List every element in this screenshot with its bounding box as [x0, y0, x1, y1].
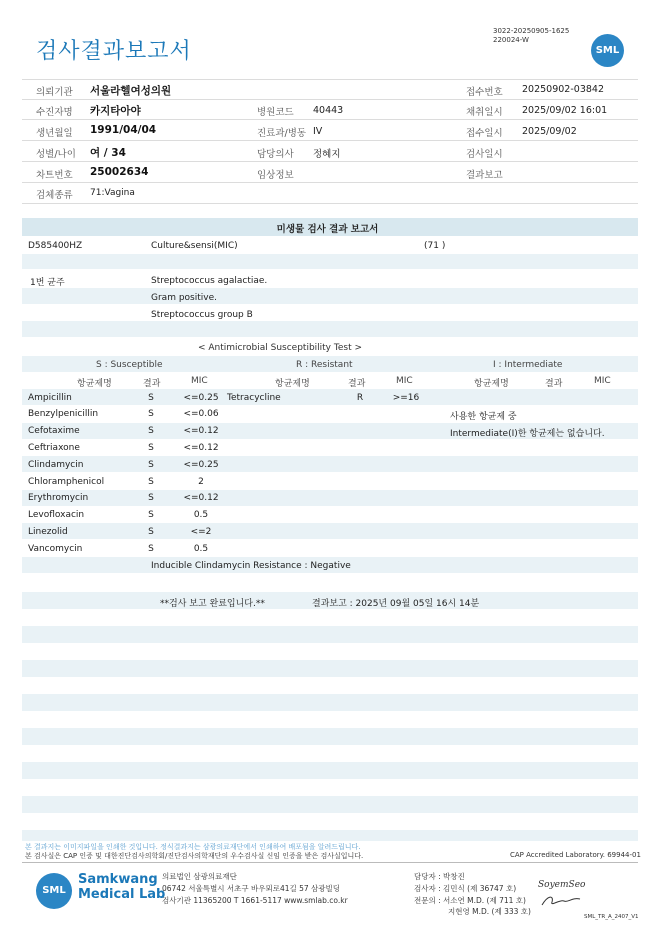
- row-band: [22, 523, 638, 539]
- divider: [22, 140, 638, 141]
- org-address: 06742 서울특별시 서초구 바우뫼로41길 57 삼광빌딩: [162, 884, 341, 893]
- row-band: [22, 626, 638, 643]
- drug-result: S: [148, 460, 154, 470]
- sexage-label: 성별/나이: [36, 149, 76, 160]
- section-title: 미생물 검사 결과 보고서: [276, 224, 379, 235]
- brand-line: Samkwang: [78, 872, 158, 887]
- intermediate-note: Intermediate(I)한 항균제는 없습니다.: [450, 429, 605, 439]
- clinical-label: 임상정보: [257, 170, 294, 181]
- drug-result: R: [356, 393, 364, 403]
- signature: SoyemSeo: [538, 880, 586, 890]
- drug-name: Chloramphenicol: [28, 477, 105, 487]
- col-result: 결과: [348, 379, 366, 389]
- dob-label: 생년월일: [36, 128, 73, 139]
- dept-label: 진료과/병동: [257, 128, 307, 139]
- tested-label: 검사일시: [466, 149, 503, 160]
- divider: [22, 161, 638, 162]
- col-mic: MIC: [396, 376, 413, 386]
- specimen-value: 71:Vagina: [90, 188, 135, 198]
- row-band: [22, 660, 638, 677]
- institution-label: 의뢰기관: [36, 87, 73, 98]
- brand-line: Medical Lab: [78, 887, 166, 902]
- row-band: [22, 694, 638, 711]
- specimen-label: 검체종류: [36, 190, 73, 201]
- collect-label: 채취일시: [466, 107, 503, 118]
- legend-resistant: R : Resistant: [296, 360, 353, 370]
- row-band: [22, 728, 638, 745]
- divider: [22, 862, 638, 863]
- staff-line: 전문의 : 서소연 M.D. (제 711 호): [414, 896, 526, 905]
- legend-intermediate: I : Intermediate: [493, 360, 563, 370]
- drug-name: Ampicillin: [28, 393, 72, 403]
- organism-label: 1번 균주: [30, 278, 65, 288]
- cap-accreditation: CAP Accredited Laboratory. 69944-01: [510, 851, 641, 859]
- drug-name: Ceftriaxone: [28, 443, 80, 453]
- drug-mic: 2: [198, 477, 204, 487]
- receipt-label: 접수번호: [466, 87, 503, 98]
- drug-result: S: [148, 443, 154, 453]
- row-band: [22, 830, 638, 841]
- report-complete: **검사 보고 완료입니다.**: [160, 599, 265, 609]
- patient-value: 카지타아야: [90, 105, 141, 117]
- col-result: 결과: [143, 379, 161, 389]
- divider: [22, 79, 638, 80]
- row-band: [22, 321, 638, 337]
- staff-line: 지현영 M.D. (제 333 호): [448, 907, 531, 916]
- patient-label: 수진자명: [36, 107, 73, 118]
- received-label: 접수일시: [466, 128, 503, 139]
- col-result: 결과: [545, 379, 563, 389]
- form-code: SML_TR_A_2407_V1: [584, 914, 639, 920]
- row-band: [22, 456, 638, 472]
- drug-result: S: [148, 426, 154, 436]
- divider: [22, 182, 638, 183]
- drug-mic: <=0.25: [183, 460, 219, 470]
- divider: [22, 119, 638, 120]
- dob-value: 1991/04/04: [90, 124, 157, 136]
- org-name: 의료법인 삼광의료재단: [162, 872, 237, 881]
- footer-notice: 본 결과지는 이미지파일을 인쇄한 것입니다. 정식결과지는 삼광의료재단에서 인쇄하여 배포됨을 알려드립니다.: [25, 843, 361, 851]
- brand-name: [78, 872, 165, 902]
- footer-notice: 본 검사실은 CAP 인증 및 대한진단검사의학회/진단검사의학재단의 우수검사실 신임 인증을 받은 검사실입니다.: [25, 852, 364, 860]
- row-band: [22, 490, 638, 506]
- row-band: [22, 762, 638, 779]
- hospital-code-label: 병원코드: [257, 107, 294, 118]
- test-name: Culture&sensi(MIC): [151, 241, 238, 251]
- drug-mic: <=0.25: [183, 393, 219, 403]
- doctor-label: 담당의사: [257, 149, 294, 160]
- dept-value: IV: [313, 126, 323, 137]
- test-number: (71 ): [424, 241, 446, 251]
- organism-line: Gram positive.: [151, 293, 217, 303]
- organism-line: Streptococcus group B: [151, 310, 253, 320]
- drug-mic: <=0.06: [183, 409, 219, 419]
- drug-name: Cefotaxime: [28, 426, 80, 436]
- doctor-value: 정혜지: [313, 149, 341, 160]
- drug-result: S: [148, 544, 154, 554]
- document-id-sub: 220024-W: [493, 36, 529, 44]
- org-contact: 검사기관 11365200 T 1661-5117 www.smlab.co.kr: [162, 896, 348, 905]
- drug-result: S: [148, 393, 154, 403]
- organism-line: Streptococcus agalactiae.: [151, 276, 268, 286]
- drug-name: Vancomycin: [28, 544, 83, 554]
- chart-value: 25002634: [90, 166, 149, 178]
- sexage-value: 여 / 34: [90, 147, 126, 159]
- document-id-main: 3022-20250905-1625: [493, 27, 570, 35]
- test-code: D585400HZ: [28, 241, 83, 251]
- staff-line: 담당자 : 박창진: [414, 872, 465, 881]
- drug-name: Erythromycin: [28, 493, 89, 503]
- drug-name: Levofloxacin: [28, 510, 85, 520]
- divider: [22, 203, 638, 204]
- intermediate-note: 사용한 항균제 중: [450, 412, 517, 422]
- report-label: 결과보고: [466, 170, 503, 181]
- drug-name: Linezolid: [28, 527, 68, 537]
- institution-value: 서울라헬여성의원: [90, 85, 172, 97]
- drug-name: Tetracycline: [227, 393, 281, 403]
- drug-mic: 0.5: [193, 510, 209, 520]
- drug-result: S: [148, 527, 154, 537]
- row-band: [22, 796, 638, 813]
- drug-result: S: [148, 493, 154, 503]
- document-id: [493, 27, 569, 45]
- signature-scribble: [540, 893, 582, 909]
- ast-title: < Antimicrobial Susceptibility Test >: [198, 343, 362, 353]
- legend-susceptible: S : Susceptible: [96, 360, 163, 370]
- drug-name: Clindamycin: [28, 460, 84, 470]
- drug-result: S: [148, 409, 154, 419]
- received-value: 2025/09/02: [522, 126, 577, 137]
- hospital-code-value: 40443: [313, 105, 344, 116]
- row-band: [22, 254, 638, 269]
- drug-mic: <=0.12: [183, 493, 219, 503]
- col-mic: MIC: [594, 376, 611, 386]
- drug-name: Benzylpenicillin: [28, 409, 99, 419]
- samkwang-logo: SML: [36, 873, 72, 909]
- drug-mic: 0.5: [193, 544, 209, 554]
- sml-logo: SML: [591, 34, 624, 67]
- divider: [22, 99, 638, 100]
- receipt-value: 20250902-03842: [522, 84, 605, 95]
- drug-mic: <=2: [190, 527, 212, 537]
- report-time: 결과보고 : 2025년 09월 05일 16시 14분: [312, 599, 480, 609]
- collect-value: 2025/09/02 16:01: [522, 105, 608, 116]
- drug-result: S: [148, 477, 154, 487]
- staff-line: 검사자 : 김민식 (제 36747 호): [414, 884, 517, 893]
- col-drug: 항균제명: [474, 379, 509, 389]
- drug-mic: <=0.12: [183, 426, 219, 436]
- drug-mic: <=0.12: [183, 443, 219, 453]
- icr-result: Inducible Clindamycin Resistance : Negative: [151, 561, 351, 571]
- col-drug: 항균제명: [77, 379, 112, 389]
- chart-label: 차트번호: [36, 170, 73, 181]
- drug-mic: >=16: [392, 393, 420, 403]
- report-title: 검사결과보고서: [36, 39, 192, 64]
- drug-result: S: [148, 510, 154, 520]
- row-band: [22, 288, 638, 304]
- row-band: [22, 389, 638, 405]
- col-mic: MIC: [191, 376, 208, 386]
- col-drug: 항균제명: [275, 379, 310, 389]
